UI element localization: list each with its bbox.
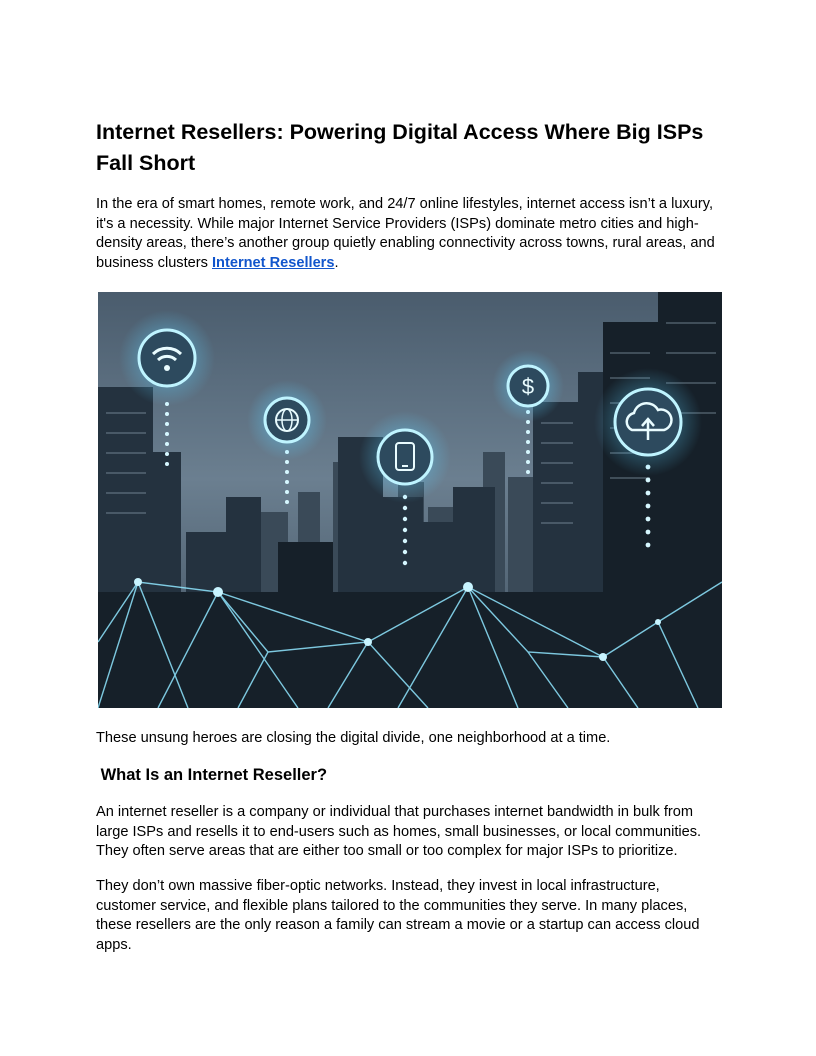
cloud-upload-icon (594, 368, 702, 476)
tablet-icon (359, 411, 451, 503)
dollar-icon (492, 350, 564, 422)
city-network-image (98, 292, 722, 708)
intro-end: . (334, 254, 339, 271)
closing-line: These unsung heroes are closing the digital divide, one neighborhood at a time. (96, 730, 611, 746)
intro-text: In the era of smart homes, remote work, and 24/7 online lifestyles, internet access isn’t a luxury, it's a necessity. While major Internet Service Providers (ISPs) dominate metro cities and high-density areas, there’s another group quietly enabling connectivity across towns, rural areas, and business clusters (96, 196, 715, 271)
intro-paragraph (96, 195, 720, 273)
svg-text:$: $ (521, 374, 535, 399)
definition-paragraph: An internet reseller is a company or individual that purchases internet bandwidth in bulk from large ISPs and resells it to end-users such as homes, small businesses, or local communities. They often serve areas that are either too small or too complex for major ISPs to prioritize. (96, 804, 702, 859)
infrastructure-paragraph: They don’t own massive fiber-optic networks. Instead, they invest in local infrastructure, customer service, and flexible plans tailored to the communities they serve. In many places, these resellers are the only reason a family can stream a movie or a startup can access cloud apps. (96, 878, 700, 953)
internet-resellers-link[interactable]: Internet Resellers (212, 254, 335, 271)
globe-icon (247, 380, 327, 460)
page-title: Internet Resellers: Powering Digital Access Where Big ISPs Fall Short (96, 120, 704, 175)
wifi-icon (119, 310, 215, 406)
section-heading: What Is an Internet Reseller? (96, 766, 328, 784)
